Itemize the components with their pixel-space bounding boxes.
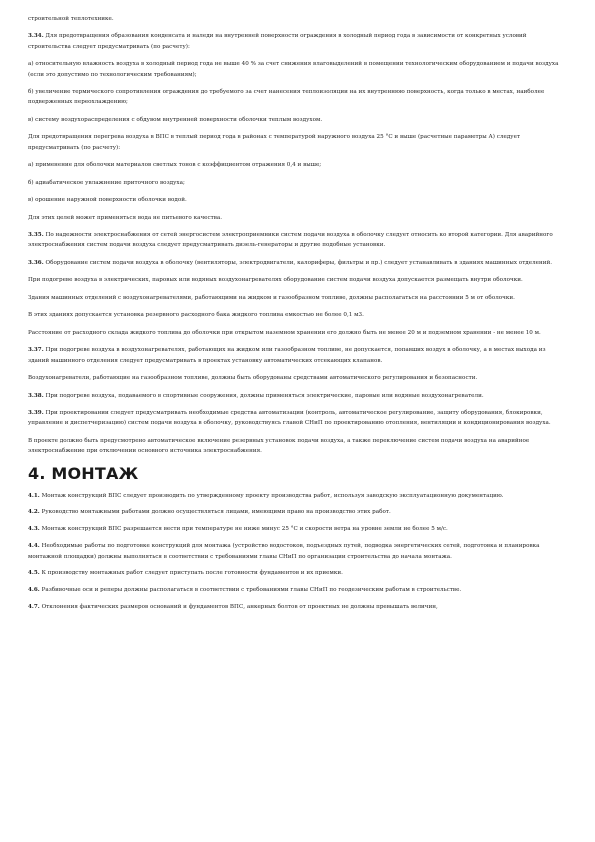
paragraph <box>28 258 567 268</box>
paragraph <box>28 585 567 595</box>
paragraph-text: Расстояние от расходного склада жидкого топлива до оболочки при открытом наземном хранении его должно быть не менее 20 м и подземном хранении - не менее 10 м. <box>28 329 541 336</box>
clause-number: 4.2. <box>28 509 40 516</box>
section-title: 4. МОНТАЖ <box>28 463 139 483</box>
paragraph <box>28 59 567 80</box>
paragraph-text: Монтаж конструкций ВПС разрешается вести при температуре не ниже минус 25 °С и скорости ветра на уровне земли не более 5 м/с. <box>39 526 448 533</box>
paragraph <box>28 408 567 429</box>
paragraph <box>28 328 567 338</box>
paragraph <box>28 293 567 303</box>
clause-number: 4.6. <box>28 587 40 594</box>
paragraph <box>28 178 567 188</box>
paragraph-text: При проектировании следует предусматривать необходимые средства автоматизации (контроль, автоматическое регулирование, защиту оборудования, блокировки, управление и диспетчеризацию) систем подачи воздуха в оболочку, руководствуясь главой СНиП по проектированию отопления, вентиляции и кондиционирования воздуха. <box>28 409 551 427</box>
paragraph-text: При подогреве воздуха в электрических, паровых или водяных воздухонагревателях оборудование систем подачи воздуха допускается размещать внутри оболочки. <box>28 277 523 284</box>
paragraph-text: б) адиабатическое увлажнение приточного воздуха; <box>28 179 185 186</box>
paragraph <box>28 195 567 205</box>
clause-number: 4.4. <box>28 543 40 550</box>
paragraph-text: Оборудование систем подачи воздуха в оболочку (вентиляторы, электродвигатели, калориферы, фильтры и пр.) следует устанавливать в зданиях машинных отделений. <box>43 259 553 266</box>
clause-number: 3.38. <box>28 392 44 399</box>
clause-number: 4.7. <box>28 604 40 611</box>
clause-number: 4.5. <box>28 570 40 577</box>
paragraph <box>28 602 567 612</box>
clause-number: 3.39. <box>28 409 44 416</box>
paragraph-text: Отклонения фактических размеров оснований и фундаментов ВПС, анкерных болтов от проектных не должны превышать величин, <box>39 604 438 611</box>
paragraph <box>28 132 567 153</box>
paragraph-text: а) относительную влажность воздуха в холодный период года не выше 40 % за счет снижения влаговыделений в помещении технологическим оборудованием и подачи воздуха (если это допустимо по технологическим требованиям); <box>28 61 559 78</box>
paragraph-text: Воздухонагреватели, работающие на газообразном топливе, должны быть оборудованы средствами автоматического регулирования и безопасности. <box>28 375 478 382</box>
paragraph <box>28 568 567 578</box>
paragraph-text: При подогреве воздуха, подаваемого в спортивные сооружения, должны применяться электрические, паровые или водяные воздухонагреватели. <box>43 392 484 399</box>
paragraph <box>28 541 567 562</box>
paragraph-text: Для предотвращения образования конденсата и наледи на внутренней поверхности ограждения в холодный период года в зависимости от конкретных условий строительства следует предусматривать (по расчету): <box>28 33 527 50</box>
paragraph-text: Для этих целей может применяться вода не питьевого качества. <box>28 214 223 221</box>
paragraph <box>28 391 567 401</box>
paragraph-text: Для предотвращения перегрева воздуха в ВПС в теплый период года в районах с температурой наружного воздуха 25 °С и выше (расчетные параметры А) следует предусматривать (по расчету): <box>28 134 521 151</box>
paragraph <box>28 213 567 223</box>
paragraph-text: Разбивочные оси и реперы должны располагаться в соответствии с требованиями главы СНиП по геодезическим работам в строительстве. <box>39 587 462 594</box>
clause-number: 3.34. <box>28 33 44 40</box>
paragraph <box>28 310 567 320</box>
paragraph <box>28 275 567 285</box>
clause-number: 3.36. <box>28 259 44 266</box>
paragraph <box>28 507 567 517</box>
paragraph-text: По надежности электроснабжения от сетей энергосистем электроприемники систем подачи воздуха в оболочку следует относить ко второй категории. Для аварийного электроснабжения систем подачи воздуха следует предусматривать дизель-генераторы и другие подобные установки. <box>28 232 553 249</box>
paragraph-text: в) систему воздухораспределения с обдувом внутренней поверхности оболочки теплым воздухом. <box>28 116 323 123</box>
clause-number: 3.35. <box>28 232 44 239</box>
paragraph-text: Необходимые работы по подготовке конструкций для монтажа (устройство водостоков, подъездных путей, подводка энергетических сетей, подготовка и планировка монтажной площадки) должны выполняться в соответствии с требованиями главы СНиП по организации строительства до начала монтажа. <box>28 543 540 560</box>
paragraph-text: Здания машинных отделений с воздухонагревателями, работающими на жидком и газообразном топливе, должны располагаться на расстоянии 5 м от оболочки. <box>28 294 515 301</box>
paragraph <box>28 345 567 366</box>
clause-number: 4.3. <box>28 526 40 533</box>
paragraph-text: строительной теплотехнике. <box>28 16 114 22</box>
paragraph <box>28 160 567 170</box>
paragraph <box>28 14 567 24</box>
paragraph <box>28 373 567 383</box>
paragraph-text: Монтаж конструкций ВПС следует производить по утвержденному проекту производства работ, используя заводскую эксплуатационную документацию. <box>39 492 504 499</box>
section-3-body <box>28 14 567 456</box>
clause-number: 3.37. <box>28 347 44 354</box>
paragraph <box>28 87 567 108</box>
paragraph-text: в) орошение наружной поверхности оболочки водой. <box>28 197 187 204</box>
section-4-body <box>28 491 567 613</box>
paragraph-text: Руководство монтажными работами должно осуществляться лицами, имеющими право на производство этих работ. <box>39 509 391 516</box>
clause-number: 4.1. <box>28 492 40 499</box>
paragraph <box>28 31 567 52</box>
paragraph-text: К производству монтажных работ следует приступать после готовности фундаментов и их приемки. <box>39 570 343 577</box>
paragraph <box>28 524 567 534</box>
paragraph <box>28 230 567 251</box>
paragraph-text: В проекте должно быть предусмотрено автоматическое включение резервных установок подачи воздуха, а также переключение систем подачи воздуха на аварийное электроснабжение при отключении основного источника электроснабжения. <box>28 437 530 455</box>
paragraph-text: б) увеличение термического сопротивления ограждения до требуемого за счет нанесения теплоизоляции на их внутреннюю поверхность, когда только в местах, наиболее подверженных переохлаждению; <box>28 89 545 106</box>
paragraph <box>28 115 567 125</box>
paragraph <box>28 491 567 501</box>
paragraph-text: При подогреве воздуха в воздухонагревателях, работающих на жидком или газообразном топливе, не допускается, попавших воздух в оболочку, а в местах выхода из зданий машинного отделения следует предусматривать в проектах установку автоматических отсекающих клапанов. <box>28 347 546 364</box>
paragraph <box>28 436 567 457</box>
paragraph-text: В этих зданиях допускается установка резервного расходного бака жидкого топлива емкостью не более 0,1 м3. <box>28 312 364 319</box>
paragraph-text: а) применение для оболочки материалов светлых тонов с коэффициентом отражения 0,4 и выше; <box>28 162 322 169</box>
